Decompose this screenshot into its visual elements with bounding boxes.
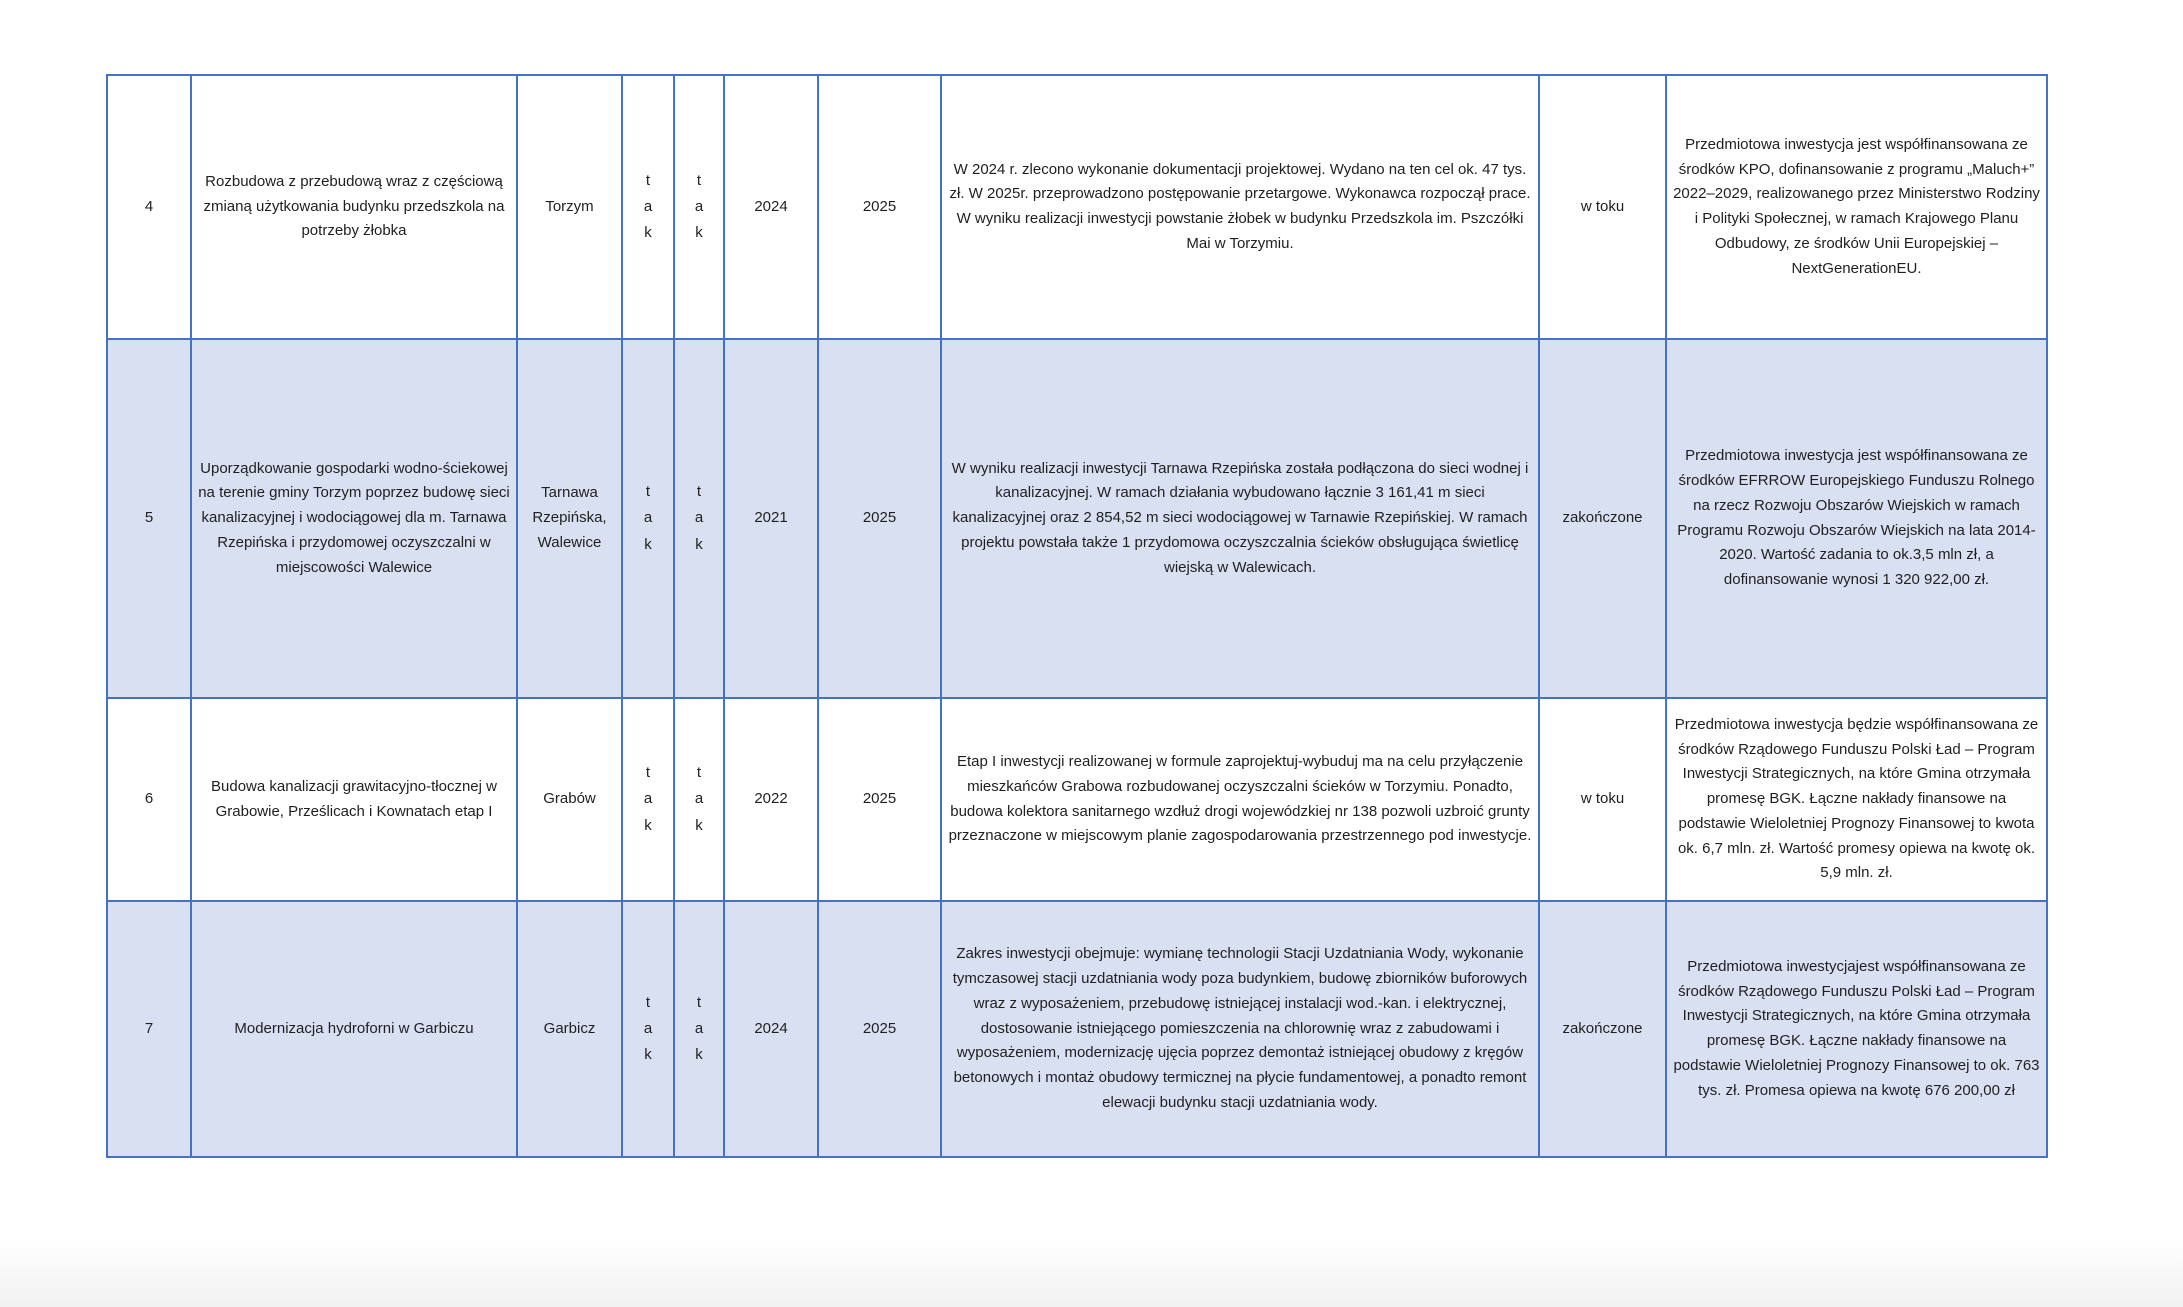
year-start: 2024 bbox=[724, 75, 818, 339]
year-start: 2022 bbox=[724, 698, 818, 901]
flag-tak-2 bbox=[674, 339, 724, 698]
flag-tak-1-text: tak bbox=[643, 483, 653, 553]
location: Torzym bbox=[517, 75, 622, 339]
flag-tak-2 bbox=[674, 901, 724, 1157]
status: zakończone bbox=[1539, 901, 1666, 1157]
description: W wyniku realizacji inwestycji Tarnawa Rzepińska została podłączona do sieci wodnej i kanalizacyjnej. W ramach działania wybudowano łącznie 3 161,41 m sieci kanalizacyjnej oraz 2 854,52 m sieci wodociągowej w Tarnawie Rzepińskiej. W ramach projektu powstała także 1 przydomowa oczyszczalnia ścieków obsługująca świetlicę wiejską w Walewicach. bbox=[941, 339, 1539, 698]
description: W 2024 r. zlecono wykonanie dokumentacji projektowej. Wydano na ten cel ok. 47 tys. zł. W 2025r. przeprowadzono postępowanie przetargowe. Wykonawca rozpoczął prace. W wyniku realizacji inwestycji powstanie żłobek w budynku Przedszkola im. Pszczółki Mai w Torzymiu. bbox=[941, 75, 1539, 339]
status: zakończone bbox=[1539, 339, 1666, 698]
flag-tak-1 bbox=[622, 75, 674, 339]
table-row bbox=[107, 698, 2047, 901]
flag-tak-1 bbox=[622, 901, 674, 1157]
row-number: 4 bbox=[107, 75, 191, 339]
row-number: 7 bbox=[107, 901, 191, 1157]
year-end: 2025 bbox=[818, 901, 941, 1157]
year-end: 2025 bbox=[818, 698, 941, 901]
status: w toku bbox=[1539, 698, 1666, 901]
row-number: 5 bbox=[107, 339, 191, 698]
flag-tak-2 bbox=[674, 75, 724, 339]
flag-tak-1-text: tak bbox=[643, 993, 653, 1064]
flag-tak-2-text: tak bbox=[694, 764, 704, 834]
investment-name: Budowa kanalizacji grawitacyjno-tłocznej w Grabowie, Prześlicach i Kownatach etap I bbox=[191, 698, 517, 901]
funding-info: Przedmiotowa inwestycjajest współfinansowana ze środków Rządowego Funduszu Polski Ład – Program Inwestycji Strategicznych, na które Gmina otrzymała promesę BGK. Łączne nakłady finansowe na podstawie Wieloletniej Prognozy Finansowej to ok. 763 tys. zł. Promesa opiewa na kwotę 676 200,00 zł bbox=[1666, 901, 2047, 1157]
flag-tak-2-text: tak bbox=[694, 483, 704, 553]
flag-tak-1-text: tak bbox=[643, 171, 653, 242]
description: Zakres inwestycji obejmuje: wymianę technologii Stacji Uzdatniania Wody, wykonanie tymczasowej stacji uzdatniania wody poza budynkiem, budowę zbiorników buforowych wraz z wyposażeniem, przebudowę istniejącej instalacji wod.-kan. i elektrycznej, dostosowanie istniejącego pomieszczenia na chlorownię wraz z zabudowami i wyposażeniem, modernizację ujęcia poprzez demontaż istniejącej obudowy z kręgów betonowych i montaż obudowy termicznej na płycie fundamentowej, a ponadto remont elewacji budynku stacji uzdatniania wody. bbox=[941, 901, 1539, 1157]
funding-info: Przedmiotowa inwestycja będzie współfinansowana ze środków Rządowego Funduszu Polski Ład – Program Inwestycji Strategicznych, na które Gmina otrzymała promesę BGK. Łączne nakłady finansowe na podstawie Wieloletniej Prognozy Finansowej to kwota ok. 6,7 mln. zł. Wartość promesy opiewa na kwotę ok. 5,9 mln. zł. bbox=[1666, 698, 2047, 901]
investment-name: Uporządkowanie gospodarki wodno-ściekowej na terenie gminy Torzym poprzez budowę sieci kanalizacyjnej i wodociągowej dla m. Tarnawa Rzepińska i przydomowej oczyszczalni w miejscowości Walewice bbox=[191, 339, 517, 698]
year-end: 2025 bbox=[818, 339, 941, 698]
funding-info: Przedmiotowa inwestycja jest współfinansowana ze środków EFRROW Europejskiego Funduszu Rolnego na rzecz Rozwoju Obszarów Wiejskich w ramach Programu Rozwoju Obszarów Wiejskich na lata 2014-2020. Wartość zadania to ok.3,5 mln zł, a dofinansowanie wynosi 1 320 922,00 zł. bbox=[1666, 339, 2047, 698]
flag-tak-2-text: tak bbox=[694, 171, 704, 242]
flag-tak-1-text: tak bbox=[643, 764, 653, 834]
year-end: 2025 bbox=[818, 75, 941, 339]
flag-tak-1 bbox=[622, 698, 674, 901]
location: Tarnawa Rzepińska, Walewice bbox=[517, 339, 622, 698]
flag-tak-2-text: tak bbox=[694, 993, 704, 1064]
status: w toku bbox=[1539, 75, 1666, 339]
flag-tak-1 bbox=[622, 339, 674, 698]
page-edge-shadow bbox=[0, 1237, 2183, 1307]
table-row bbox=[107, 901, 2047, 1157]
table-row bbox=[107, 339, 2047, 698]
table-row bbox=[107, 75, 2047, 339]
investments-table bbox=[106, 74, 2048, 1158]
flag-tak-2 bbox=[674, 698, 724, 901]
row-number: 6 bbox=[107, 698, 191, 901]
year-start: 2021 bbox=[724, 339, 818, 698]
investment-name: Rozbudowa z przebudową wraz z częściową zmianą użytkowania budynku przedszkola na potrzeby żłobka bbox=[191, 75, 517, 339]
investment-name: Modernizacja hydroforni w Garbiczu bbox=[191, 901, 517, 1157]
description: Etap I inwestycji realizowanej w formule zaprojektuj-wybuduj ma na celu przyłączenie mieszkańców Grabowa rozbudowanej oczyszczalni ścieków w Torzymiu. Ponadto, budowa kolektora sanitarnego wzdłuż drogi wojewódzkiej nr 138 pozwoli uzbroić grunty przeznaczone w miejscowym planie zagospodarowania przestrzennego pod inwestycje. bbox=[941, 698, 1539, 901]
year-start: 2024 bbox=[724, 901, 818, 1157]
funding-info: Przedmiotowa inwestycja jest współfinansowana ze środków KPO, dofinansowanie z programu „Maluch+” 2022–2029, realizowanego przez Ministerstwo Rodziny i Polityki Społecznej, w ramach Krajowego Planu Odbudowy, ze środków Unii Europejskiej – NextGenerationEU. bbox=[1666, 75, 2047, 339]
location: Grabów bbox=[517, 698, 622, 901]
location: Garbicz bbox=[517, 901, 622, 1157]
